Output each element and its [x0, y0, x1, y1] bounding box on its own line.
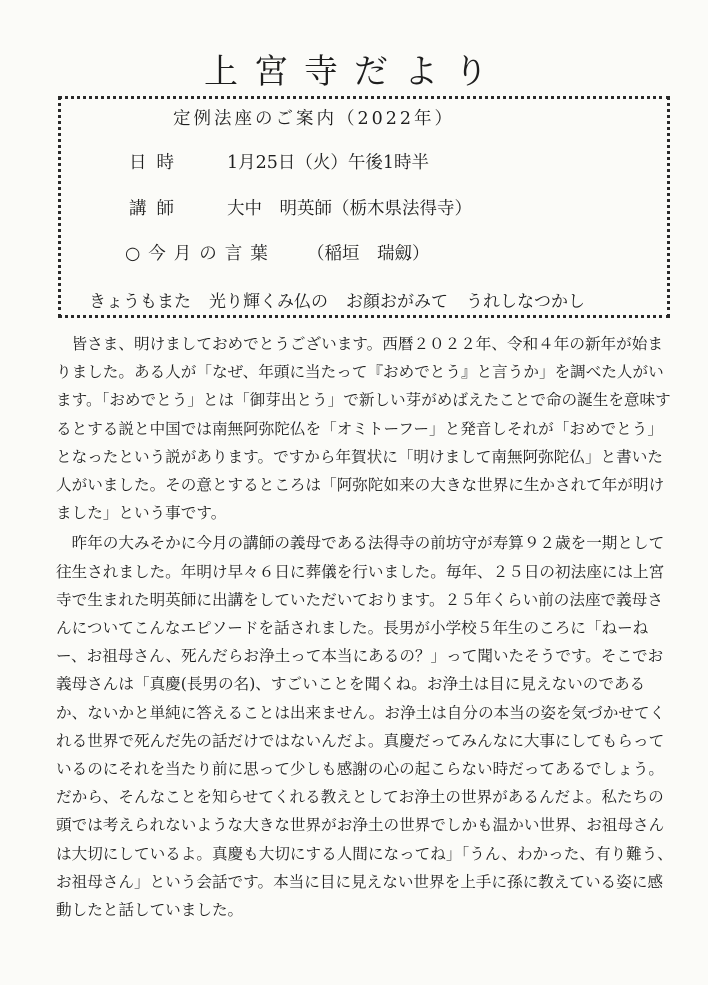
article-body — [56, 330, 676, 924]
date-label: 日時 — [129, 153, 184, 173]
newsletter-title: 上宮寺だより — [204, 52, 504, 92]
lecturer-value: 大中 明英師（栃木県法得寺） — [227, 199, 472, 219]
poem-phrase: 光り輝くみ仏の — [209, 292, 328, 312]
poem-phrase: きょうもまた — [89, 292, 191, 312]
poem-phrase: うれしなつかし — [466, 292, 585, 312]
words-author: （稲垣 瑞劔） — [307, 244, 430, 264]
date-value: 1月25日（火）午後1時半 — [227, 153, 430, 173]
notice-box — [58, 96, 670, 318]
paragraph: 皆さま、明けましておめでとうございます。西暦２０２２年、令和４年の新年が始まりました。ある人が「なぜ、年頭に当たって『おめでとう』と言うか」を調べた人がいます。「おめでとう」とは「御芽出とう」で新しい芽がめばえたことで命の誕生を意味するとする説と中国では南無阿弥陀仏を「オミトーフー」と発音しそれが「おめでとう」となったという説があります。ですから年賀状に「明けまして南無阿弥陀仏」と書いた人がいました。その意とするところは「阿弥陀如来の大きな世界に生かされて年が明けました」という事です。 — [56, 335, 671, 523]
poem-phrase: お顔おがみて — [346, 292, 448, 312]
paragraph: 昨年の大みそかに今月の講師の義母である法得寺の前坊守が寿算９２歳を一期として往生されました。年明け早々６日に葬儀を行いました。毎年、２５日の初法座には上宮寺で生まれた明英師に出講をしていただいております。２５年くらい前の法座で義母さんについてこんなエピソードを話されました。長男が小学校５年生のころに「ねーねー、お祖母さん、死んだらお浄土って本当にあるの？」って聞いたそうです。そこでお義母さんは「真慶(長男の名)、すごいことを聞くね。お浄土は目に見えないのであるか、ないかと単純に答えることは出来ません。お浄土は自分の本当の姿を気づかせてくれる世界で死んだ先の話だけではないんだよ。真慶だってみんなに大事にしてもらっているのにそれを当たり前に思って少しも感謝の心の起こらない時だってあるでしょう。だから、そんなことを知らせてくれる教えとしてお浄土の世界があるんだよ。私たちの頭では考えられないような大きな世界がお浄土の世界でしかも温かい世界、お祖母さんは大切にしているよ。真慶も大切にする人間になってね」「うん、わかった、有り難う、お祖母さん」という会話です。本当に目に見えない世界を上手に孫に教えている姿に感動したと話していました。 — [56, 534, 673, 920]
notice-heading: 定例法座のご案内（2022年） — [173, 109, 456, 129]
lecturer-label: 講師 — [129, 199, 184, 219]
poem — [89, 287, 585, 312]
words-of-month-label: ○今月の言葉 — [125, 244, 276, 264]
